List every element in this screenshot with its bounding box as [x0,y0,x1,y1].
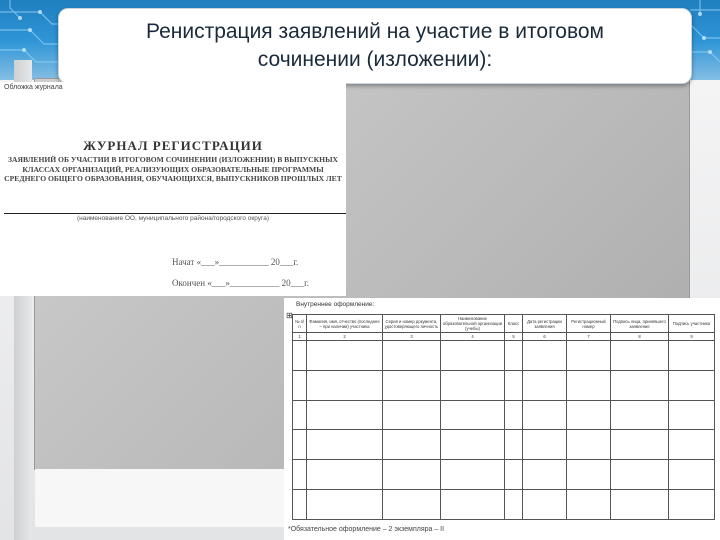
table-cell [505,341,523,371]
table-cell [307,490,383,520]
table-cell [383,490,441,520]
column-header: Фамилия, имя, отчество (последнее – при наличии) участника [307,315,383,333]
column-header: Наименование образовательной организации (учебы) [441,315,505,333]
table-cell [383,460,441,490]
table-cell [523,370,567,400]
table-row [293,460,715,490]
cover-started-line: Начат «___»___________ 20___г. [172,257,299,267]
table-number-row [293,333,715,341]
table-cell [669,341,715,371]
table-cell [669,460,715,490]
table-cell [441,400,505,430]
table-cell [523,400,567,430]
table-cell [505,400,523,430]
table-cell [669,400,715,430]
table-cell [293,460,307,490]
table-cell [669,430,715,460]
column-number: 3 [383,333,441,341]
table-row [293,490,715,520]
table-cell [505,460,523,490]
table-cell [505,490,523,520]
table-cell [523,430,567,460]
table-cell [293,400,307,430]
table-cell [307,341,383,371]
table-cell [307,460,383,490]
table-cell [611,460,669,490]
table-row [293,341,715,371]
table-cell [307,370,383,400]
column-header: Подпись участника [669,315,715,333]
column-number: 4 [441,333,505,341]
table-cell [383,400,441,430]
journal-cover-document [0,82,346,296]
table-row [293,430,715,460]
registration-table [292,314,715,520]
cover-underline-note: (наименование ОО, муниципального района/городского округа) [76,215,270,222]
slide-title [58,8,692,84]
table-cell [523,460,567,490]
column-number: 7 [567,333,611,341]
slide-title-line-2: сочинении (изложении): [257,48,493,71]
table-cell [669,490,715,520]
table-row [293,370,715,400]
table-cell [307,400,383,430]
column-number: 5 [505,333,523,341]
table-cell [567,490,611,520]
table-cell [567,430,611,460]
column-number: 1 [293,333,307,341]
table-cell [293,430,307,460]
table-cell [441,430,505,460]
table-anchor-marker: ⊞ [286,311,293,320]
table-cell [441,490,505,520]
table-cell [441,341,505,371]
column-number: 6 [523,333,567,341]
table-cell [383,430,441,460]
table-cell [293,490,307,520]
cover-subheading: ЗАЯВЛЕНИЙ ОБ УЧАСТИИ В ИТОГОВОМ СОЧИНЕНИИ (ИЗЛОЖЕНИИ) В ВЫПУСКНЫХ КЛАССАХ ОРГАНИЗАЦИЙ, РЕАЛИЗУЮЩИХ ОБРАЗОВАТЕЛЬНЫЕ ПРОГРАММЫ СРЕДНЕГО ОБЩЕГО ОБРАЗОВАНИЯ, ОБУЧАЮЩИХСЯ, ВЫПУСКНИКОВ ПРОШЛЫХ ЛЕТ [4,155,342,184]
table-cell [611,370,669,400]
table-cell [611,490,669,520]
table-row [293,400,715,430]
table-cell [293,341,307,371]
table-cell [441,460,505,490]
column-header: Серия и номер документа, удостоверяющего личность [383,315,441,333]
table-cell [611,400,669,430]
cover-heading: ЖУРНАЛ РЕГИСТРАЦИИ [83,138,263,153]
cover-small-tag: Обложка журнала [4,84,63,91]
table-cell [523,341,567,371]
table-footnote: *Обязательное оформление – 2 экземпляра – II [288,526,445,533]
column-number: 9 [669,333,715,341]
table-cell [567,341,611,371]
column-header: Класс [505,315,523,333]
table-cell [567,370,611,400]
table-header-row [293,315,715,333]
slide-title-line-1: Ренистрация заявлений на участие в итоговом [145,20,604,43]
table-body [293,341,715,520]
cover-underline [4,213,346,214]
table-cell [611,430,669,460]
table-cell [669,370,715,400]
table-cell [441,370,505,400]
table-cell [383,370,441,400]
table-cell [383,341,441,371]
column-header: Дата регистрации заявления [523,315,567,333]
column-number: 2 [307,333,383,341]
table-cell [611,341,669,371]
table-cell [505,430,523,460]
table-cell [523,490,567,520]
cover-finished-line: Окончен «___»___________ 20___г. [172,278,309,288]
column-header: Подпись лица, принявшего заявление [611,315,669,333]
column-header: Регистрационный номер [567,315,611,333]
table-section-label: Внутреннее оформление: [296,301,375,308]
column-header: № п/п [293,315,307,333]
table-cell [307,430,383,460]
column-number: 8 [611,333,669,341]
table-cell [293,370,307,400]
registration-table-document [284,298,720,540]
table-cell [567,400,611,430]
table-cell [567,460,611,490]
table-cell [505,370,523,400]
